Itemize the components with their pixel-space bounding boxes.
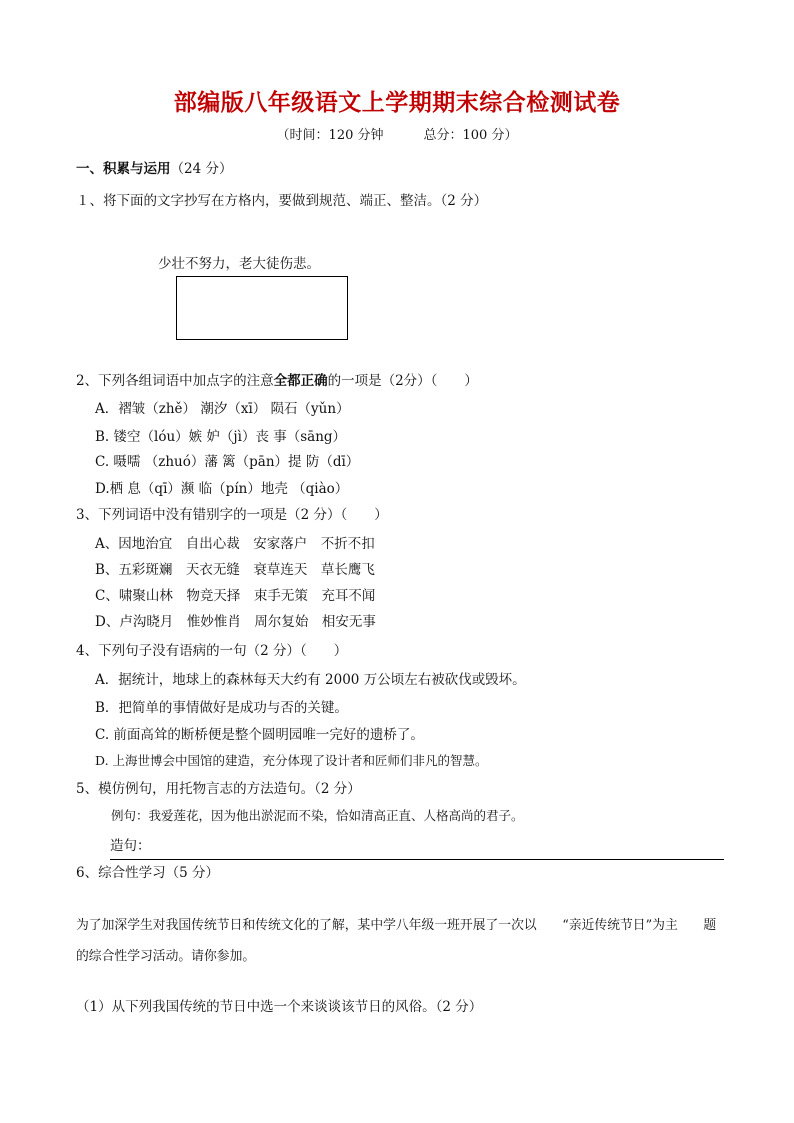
question-2: 2、下列各组词语中加点字的注意全都正确的一项是（2分）（ ） [76, 373, 478, 389]
copy-text: 少壮不努力，老大徒伤悲。 [158, 256, 320, 272]
q3-option-b: B、五彩斑斓 天衣无缝 衰草连天 草长鹰飞 [95, 562, 375, 578]
q6-intro-line-1: 为了加深学生对我国传统节日和传统文化的了解，某中学八年级一班开展了一次以 “亲近传统节日”为主 题 [76, 918, 717, 933]
q3-option-d: D、卢沟晓月 惟妙惟肖 周尔复始 相安无事 [95, 614, 376, 630]
q6-subquestion-1: （1）从下列我国传统的节日中选一个来谈谈该节日的风俗。（2 分） [76, 999, 483, 1015]
answer-line[interactable] [110, 859, 724, 860]
question-6: 6、综合性学习（5 分） [76, 865, 219, 881]
q4-option-a: A．据统计，地球上的森林每天大约有 2000 万公顷左右被砍伐或毁坏。 [95, 672, 526, 688]
q3-option-a: A、因地治宜 自出心裁 安家落户 不折不扣 [95, 536, 375, 552]
q2-option-d: D.栖 息（qī）濒 临（pín）地壳 （qiào） [95, 481, 349, 497]
question-4: 4、下列句子没有语病的一句（2 分）（ ） [76, 643, 348, 659]
exam-time: （时间：120 分钟 [276, 128, 384, 143]
exam-info [0, 124, 794, 143]
question-5: 5、模仿例句，用托物言志的方法造句。（2 分） [76, 781, 361, 797]
q2-option-c: C. 嗫嚅 （zhuó）藩 篱（pān）提 防（dī） [95, 454, 360, 470]
q2-option-a: A．褶皱（zhě） 潮汐（xī） 陨石（yǔn） [95, 401, 350, 417]
q6-intro-line-2: 的综合性学习活动。请你参加。 [76, 949, 256, 964]
q5-example: 例句：我爱莲花，因为他出淤泥而不染，恰如清高正直、人格高尚的君子。 [111, 808, 524, 823]
q5-answer-label: 造句： [110, 838, 151, 854]
q4-option-d: D. 上海世博会中国馆的建造，充分体现了设计者和匠师们非凡的智慧。 [95, 753, 488, 768]
section-heading: 一、积累与运用（24 分） [76, 161, 233, 177]
exam-score: 总分：100 分） [423, 128, 518, 143]
q4-option-c: C. 前面高耸的断桥便是整个圆明园唯一完好的遗桥了。 [95, 727, 424, 743]
question-3: 3、下列词语中没有错别字的一项是（2 分）（ ） [76, 507, 388, 523]
question-1: １、将下面的文字抄写在方格内，要做到规范、端正、整洁。（2 分） [76, 193, 488, 209]
q4-option-b: B．把简单的事情做好是成功与否的关键。 [95, 700, 348, 716]
writing-box[interactable] [176, 276, 348, 340]
q3-option-c: C、啸聚山林 物竞天择 束手无策 充耳不闻 [95, 588, 376, 604]
q2-option-b: B. 镂空（lóu）嫉 妒（jì）丧 事（sāng） [95, 429, 347, 445]
page-title: 部编版八年级语文上学期期末综合检测试卷 [173, 90, 621, 116]
